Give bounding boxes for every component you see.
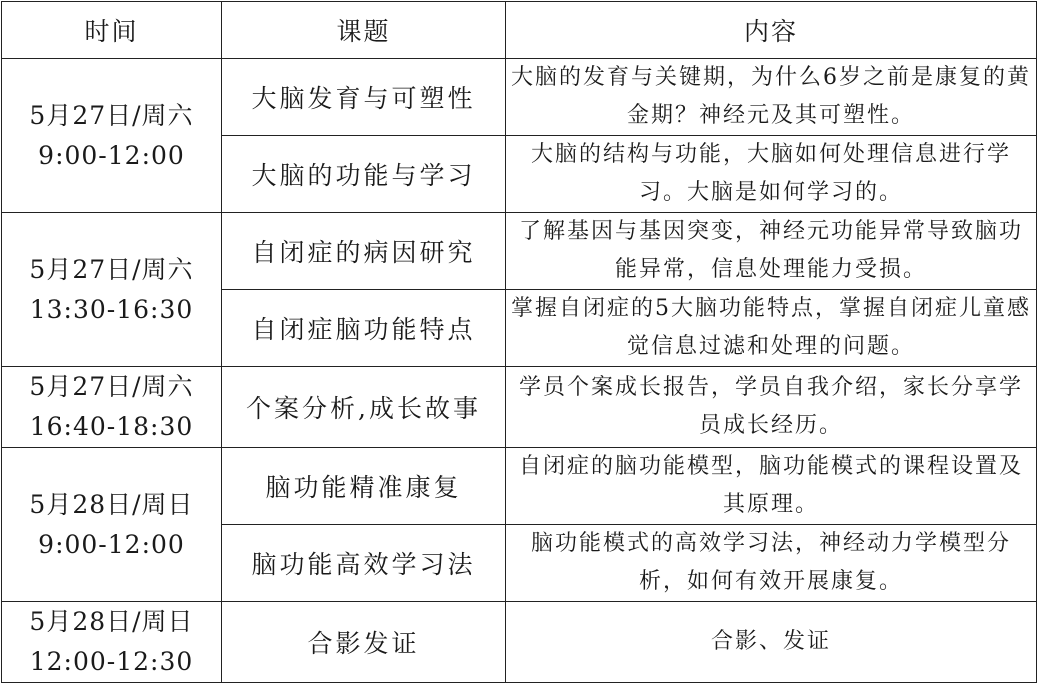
session-date: 5月28日/周日	[29, 607, 194, 636]
table-row	[2, 602, 1037, 683]
session-hours: 12:00-12:30	[29, 647, 194, 676]
topic-cell: 脑功能高效学习法	[222, 525, 506, 602]
session-time	[2, 367, 222, 448]
session-date: 5月28日/周日	[29, 489, 194, 519]
session-hours: 13:30-16:30	[29, 294, 194, 324]
table-row	[2, 213, 1037, 290]
session-date: 5月27日/周六	[29, 372, 194, 401]
session-time	[2, 448, 222, 602]
topic-cell: 个案分析,成长故事	[222, 367, 506, 448]
content-cell: 掌握自闭症的5大脑功能特点，掌握自闭症儿童感觉信息过滤和处理的问题。	[506, 290, 1037, 367]
topic-cell: 合影发证	[222, 602, 506, 683]
session-time	[2, 59, 222, 213]
topic-cell: 大脑发育与可塑性	[222, 59, 506, 136]
table-row	[2, 59, 1037, 136]
header-topic: 课题	[222, 2, 506, 59]
session-hours: 9:00-12:00	[38, 529, 185, 559]
header-row	[2, 2, 1037, 59]
session-hours: 9:00-12:00	[38, 140, 185, 170]
content-cell: 脑功能模式的高效学习法，神经动力学模型分析，如何有效开展康复。	[506, 525, 1037, 602]
session-hours: 16:40-18:30	[29, 412, 194, 441]
content-cell: 大脑的发育与关键期，为什么6岁之前是康复的黄金期？神经元及其可塑性。	[506, 59, 1037, 136]
content-cell: 了解基因与基因突变，神经元功能异常导致脑功能异常，信息处理能力受损。	[506, 213, 1037, 290]
topic-cell: 脑功能精准康复	[222, 448, 506, 525]
content-cell: 大脑的结构与功能，大脑如何处理信息进行学习。大脑是如何学习的。	[506, 136, 1037, 213]
content-cell: 合影、发证	[506, 602, 1037, 683]
topic-cell: 自闭症的病因研究	[222, 213, 506, 290]
topic-cell: 自闭症脑功能特点	[222, 290, 506, 367]
schedule-table	[1, 1, 1037, 683]
table-row	[2, 367, 1037, 448]
table-row	[2, 448, 1037, 525]
header-time: 时间	[2, 2, 222, 59]
session-time	[2, 213, 222, 367]
session-date: 5月27日/周六	[29, 100, 194, 130]
content-cell: 学员个案成长报告，学员自我介绍，家长分享学员成长经历。	[506, 367, 1037, 448]
session-time	[2, 602, 222, 683]
content-cell: 自闭症的脑功能模型，脑功能模式的课程设置及其原理。	[506, 448, 1037, 525]
session-date: 5月27日/周六	[29, 254, 194, 284]
topic-cell: 大脑的功能与学习	[222, 136, 506, 213]
header-content: 内容	[506, 2, 1037, 59]
